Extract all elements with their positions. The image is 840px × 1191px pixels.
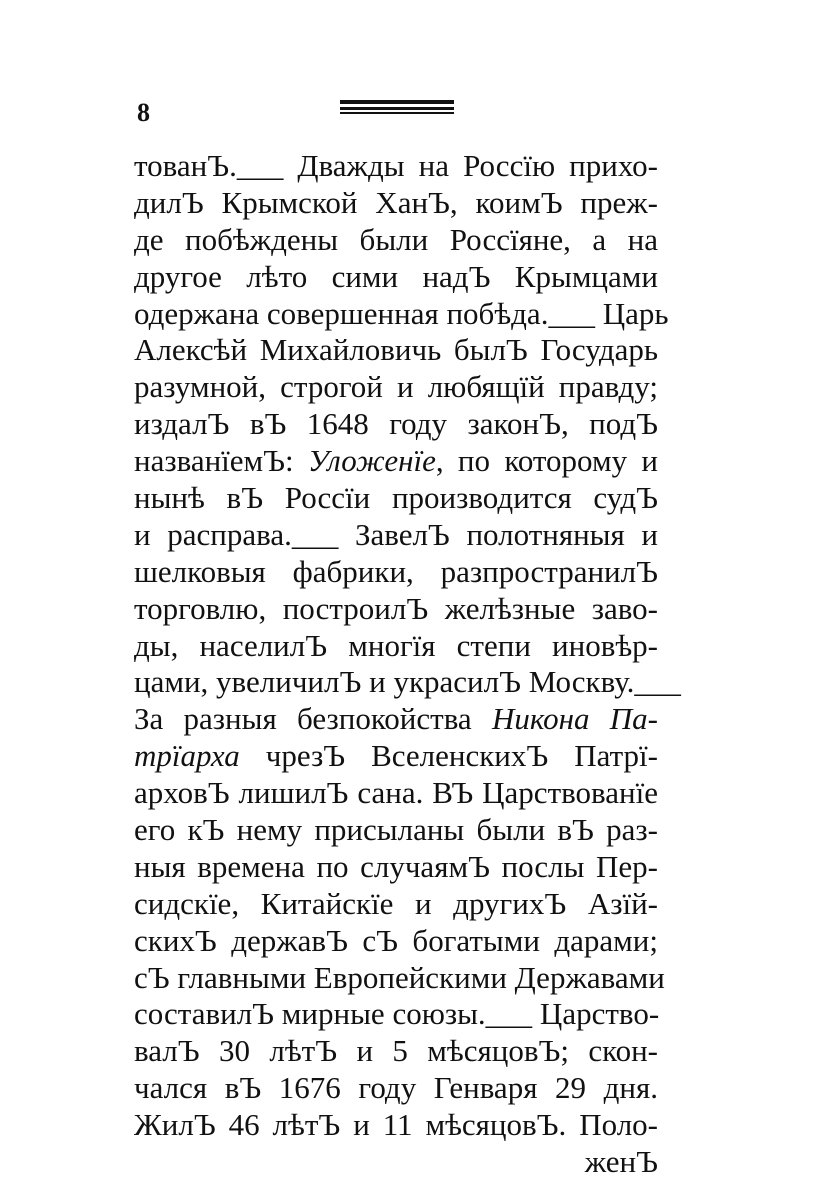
text-run: де побѣждены были Россїяне, а на <box>134 221 658 257</box>
text-run: ЖилЪ 46 лѣтЪ и 11 мѣсяцовЪ. Поло- <box>134 1107 658 1143</box>
text-line <box>134 738 658 775</box>
text-line <box>134 332 658 369</box>
text-line <box>134 148 658 185</box>
italic-text-run: Никона Па- <box>491 701 659 737</box>
text-run: арховЪ лишилЪ сана. ВЪ Царствованїе <box>134 775 658 811</box>
text-line <box>134 664 681 701</box>
text-run: валЪ 30 лѣтЪ и 5 мѣсяцовЪ; скон- <box>134 1033 658 1069</box>
catchword: женЪ <box>584 1144 658 1180</box>
text-run: шелковыя фабрики, разпространилЪ <box>134 553 658 589</box>
text-line <box>134 628 658 665</box>
text-line <box>134 295 669 333</box>
text-run: сидскїе, Китайскїе и другихЪ Азїй- <box>134 885 658 921</box>
text-run: сЪ главными Европейскими Державами <box>134 959 665 995</box>
text-run: нынѣ вЪ Россїи производится судЪ <box>134 480 658 516</box>
text-run: другое лѣто сими надЪ Крымцами <box>134 258 658 294</box>
text-line <box>134 443 658 480</box>
text-line <box>134 849 658 886</box>
text-line <box>134 923 658 960</box>
text-run: издалЪ вЪ 1648 году законЪ, подЪ <box>134 406 658 442</box>
text-line <box>134 259 658 296</box>
text-line <box>134 517 658 554</box>
text-line <box>134 222 658 259</box>
text-line <box>134 406 658 443</box>
italic-text-run: трїарха <box>134 738 240 774</box>
body-text <box>134 148 681 1181</box>
text-line <box>134 959 665 997</box>
text-line <box>134 1070 658 1107</box>
text-run: За разныя безпокойства <box>134 701 492 737</box>
text-line <box>134 369 658 406</box>
text-line <box>134 554 658 591</box>
text-line <box>134 812 658 849</box>
text-run: тованЪ.___ Дважды на Россїю прихо- <box>134 148 658 183</box>
text-line <box>134 1033 658 1070</box>
text-line <box>134 775 658 812</box>
text-run: , по которому и <box>435 443 658 479</box>
text-run: ныя времена по случаямЪ послы Пер- <box>134 848 658 884</box>
ornament-bar-top <box>340 100 454 104</box>
text-line <box>134 996 658 1033</box>
italic-text-run: Уложенїе <box>307 443 436 479</box>
text-line <box>134 701 658 738</box>
text-line <box>134 591 658 628</box>
text-run: Алексѣй Михайловичь былЪ Государь <box>134 332 658 368</box>
text-run: торговлю, построилЪ желѣзные заво- <box>134 590 658 626</box>
text-run: чался вЪ 1676 году Генваря 29 дня. <box>134 1070 658 1106</box>
text-line <box>134 886 658 923</box>
text-line <box>134 1107 658 1144</box>
text-run: его кЪ нему присыланы были вЪ раз- <box>134 812 658 848</box>
text-run: составилЪ мирные союзы.___ Царство- <box>134 996 660 1032</box>
text-line <box>134 480 658 517</box>
text-run: чрезЪ ВселенскихЪ Патрї- <box>239 738 658 774</box>
text-run: дилЪ Крымской ХанЪ, коимЪ преж- <box>134 184 658 220</box>
header-ornament-rule <box>340 100 454 116</box>
ornament-bar-middle <box>340 107 454 110</box>
text-run: одержана совершенная побѣда.___ Царь <box>134 295 669 331</box>
text-run: ды, населилЪ многїя степи иновѣр- <box>134 627 658 663</box>
text-run: и расправа.___ ЗавелЪ полотняныя и <box>134 516 658 552</box>
text-run: скихЪ державЪ сЪ богатыми дарами; <box>134 922 658 958</box>
text-run: разумной, строгой и любящїй правду; <box>134 369 658 405</box>
text-run: названїемЪ: <box>134 443 308 479</box>
page-number: 8 <box>137 98 150 127</box>
text-run: цами, увеличилЪ и украсилЪ Москву.___ <box>134 664 681 700</box>
text-line <box>134 185 658 222</box>
ornament-bar-bottom <box>340 112 454 114</box>
